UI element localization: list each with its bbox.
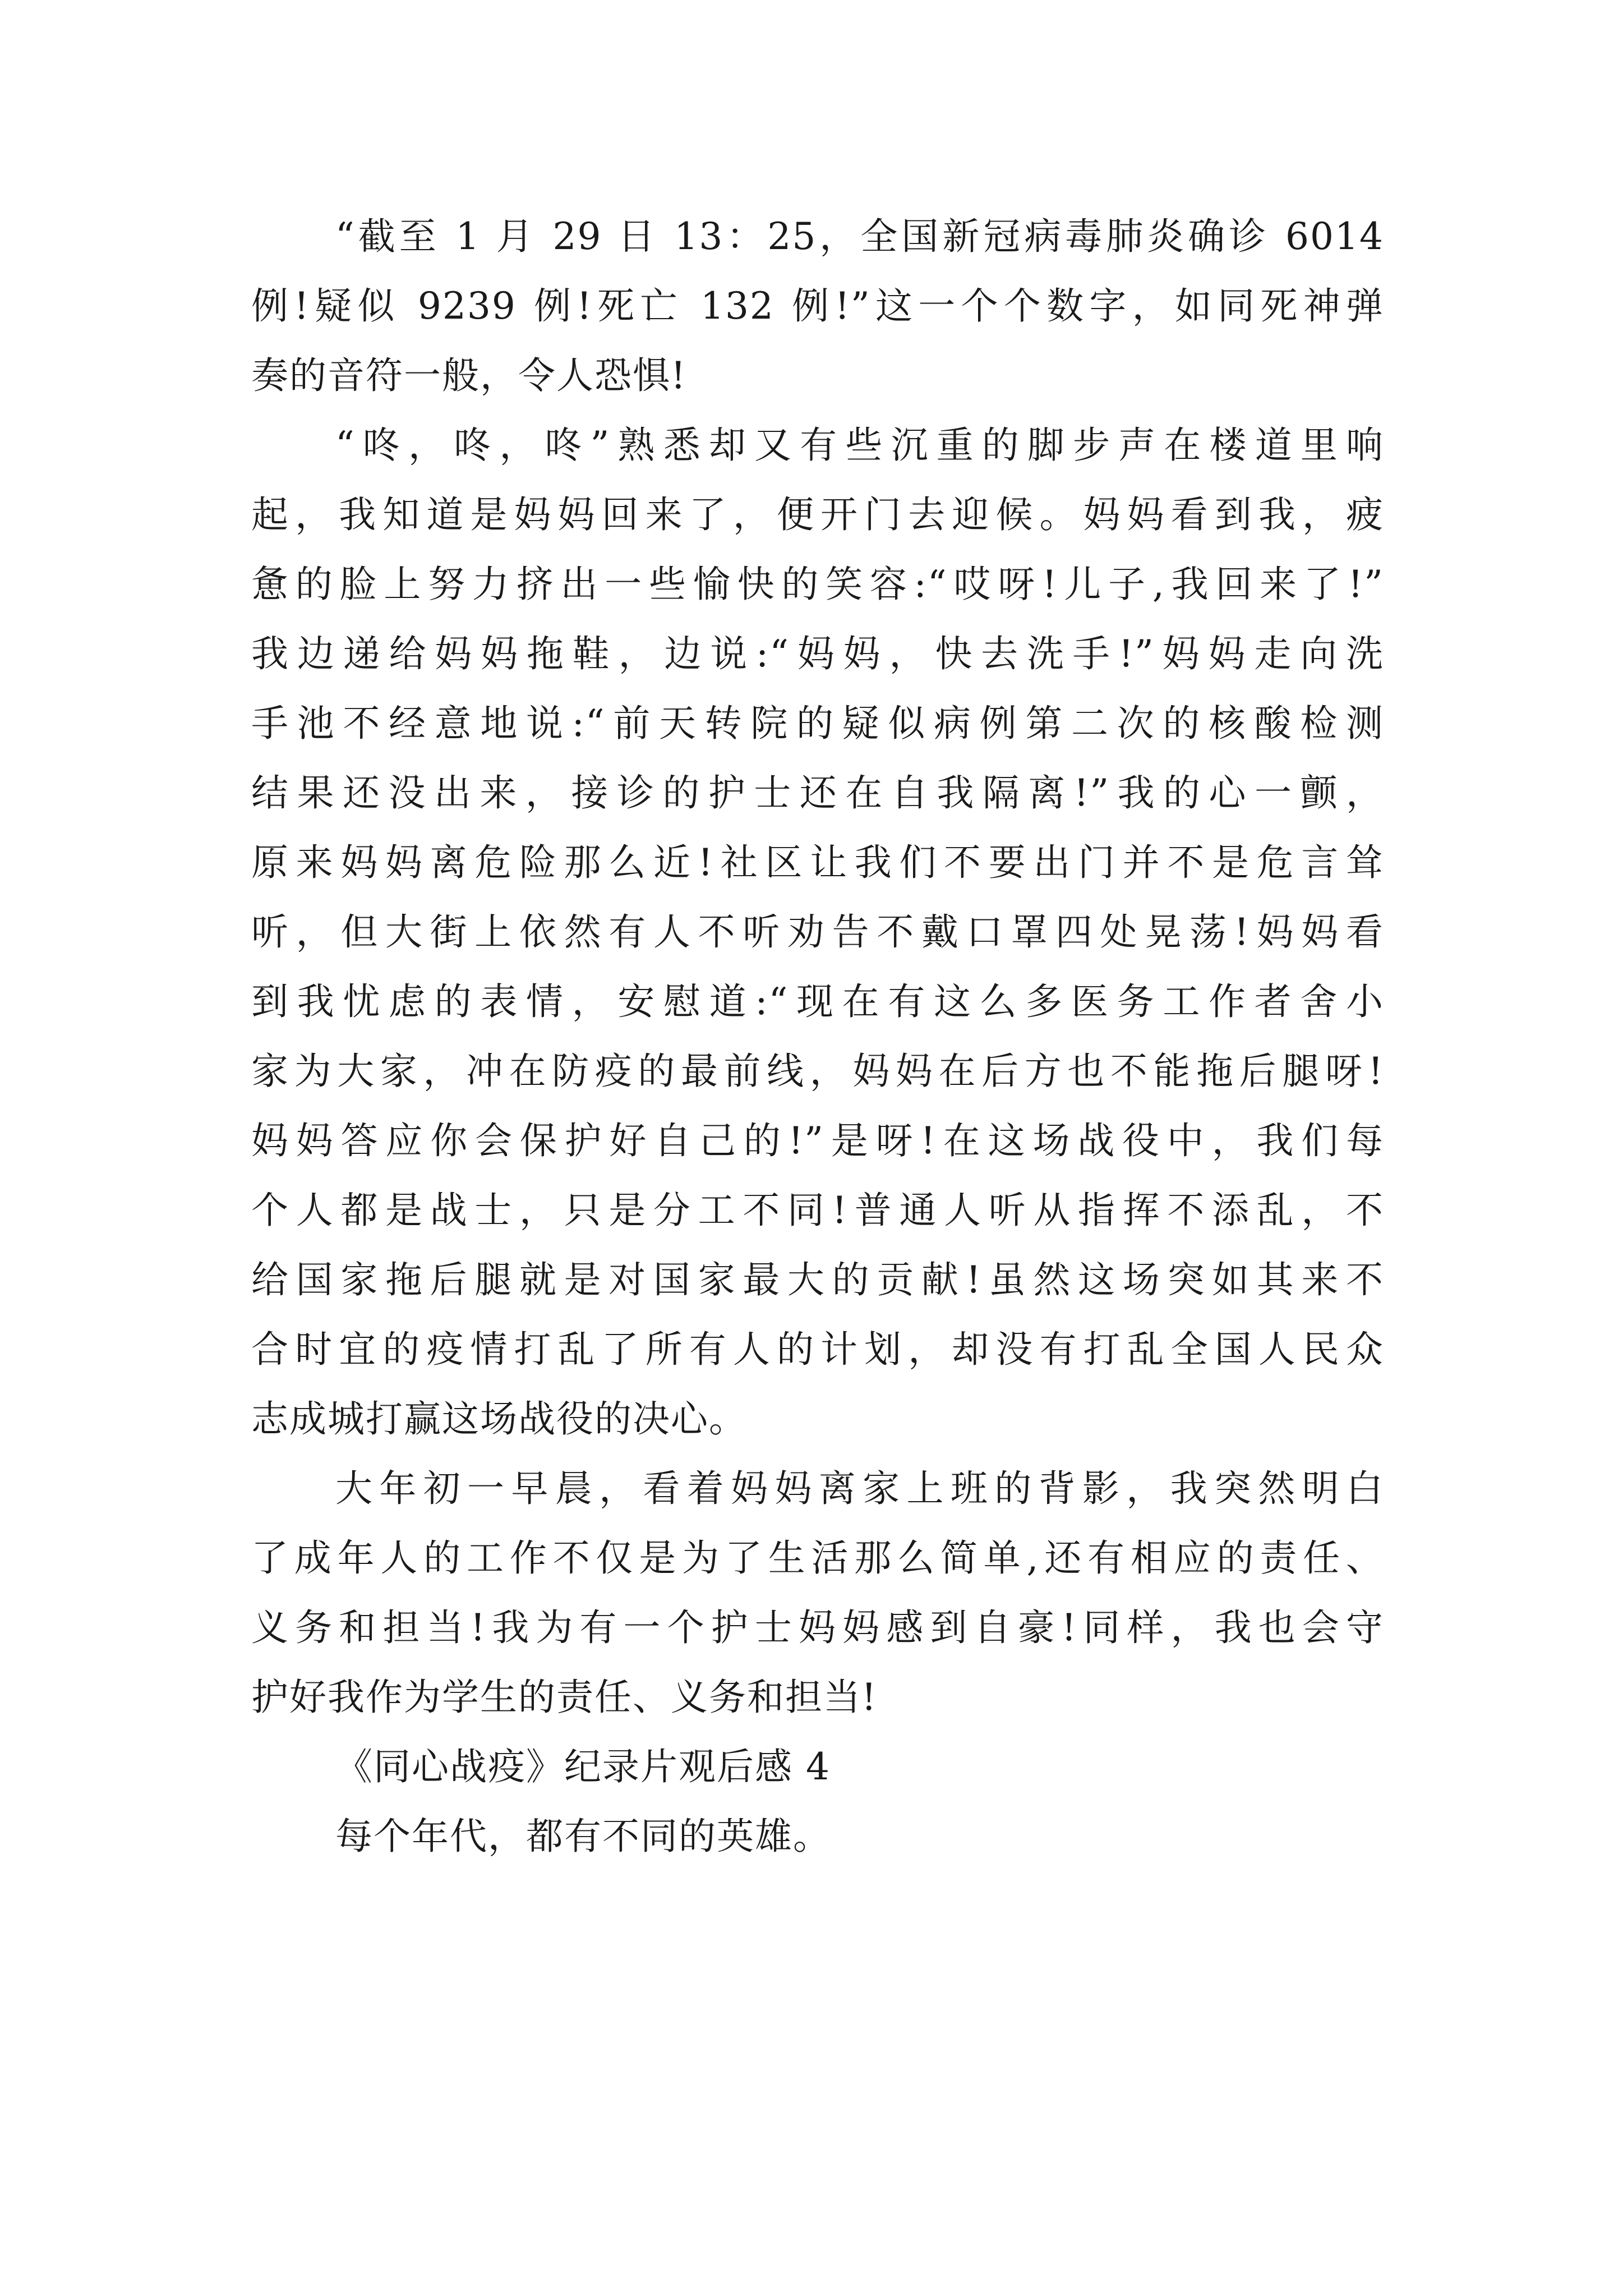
text-line: 起，我知道是妈妈回来了，便开门去迎候。妈妈看到我，疲 <box>251 493 1384 536</box>
text-line: 《同心战疫》纪录片观后感 4 <box>335 1745 831 1788</box>
text-line: 义务和担当!我为有一个护士妈妈感到自豪!同样，我也会守 <box>251 1606 1384 1649</box>
text-line: “截至 1 月 29 日 13：25，全国新冠病毒肺炎确诊 6014 <box>335 215 1384 258</box>
text-line: 每个年代，都有不同的英雄。 <box>335 1815 831 1858</box>
text-line: 手池不经意地说:“前天转院的疑似病例第二次的核酸检测 <box>251 702 1384 745</box>
text-line: 奏的音符一般，令人恐惧! <box>251 354 687 397</box>
text-line: 大年初一早晨，看着妈妈离家上班的背影，我突然明白 <box>335 1467 1384 1510</box>
paragraph <box>251 1454 1384 1732</box>
text-line: 我边递给妈妈拖鞋，边说:“妈妈，快去洗手!”妈妈走向洗 <box>251 632 1384 675</box>
text-line: 给国家拖后腿就是对国家最大的贡献!虽然这场突如其来不 <box>251 1258 1384 1301</box>
text-line: 原来妈妈离危险那么近!社区让我们不要出门并不是危言耸 <box>251 841 1384 884</box>
text-line: 惫的脸上努力挤出一些愉快的笑容:“哎呀!儿子,我回来了!” <box>251 563 1384 606</box>
text-line: 妈妈答应你会保护好自己的!”是呀!在这场战役中，我们每 <box>251 1119 1384 1162</box>
text-line: 例!疑似 9239 例!死亡 132 例!”这一个个数字，如同死神弹 <box>251 284 1384 328</box>
paragraph <box>251 411 1384 1454</box>
text-line: 家为大家，冲在防疫的最前线，妈妈在后方也不能拖后腿呀! <box>251 1050 1384 1093</box>
paragraph <box>251 1802 1384 1871</box>
text-line: 结果还没出来，接诊的护士还在自我隔离!”我的心一颤， <box>251 771 1384 815</box>
section-title <box>251 1732 1384 1802</box>
body-text <box>251 202 1384 1871</box>
text-line: 合时宜的疫情打乱了所有人的计划，却没有打乱全国人民众 <box>251 1328 1384 1371</box>
text-line: 志成城打赢这场战役的决心。 <box>251 1397 747 1441</box>
text-line: “咚，咚，咚”熟悉却又有些沉重的脚步声在楼道里响 <box>335 424 1384 467</box>
text-line: 听，但大街上依然有人不听劝告不戴口罩四处晃荡!妈妈看 <box>251 910 1384 954</box>
text-line: 到我忧虑的表情，安慰道:“现在有这么多医务工作者舍小 <box>251 980 1384 1023</box>
text-line: 护好我作为学生的责任、义务和担当! <box>251 1676 878 1719</box>
text-line: 了成年人的工作不仅是为了生活那么简单,还有相应的责任、 <box>251 1536 1384 1580</box>
paragraph <box>251 202 1384 411</box>
text-line: 个人都是战士，只是分工不同!普通人听从指挥不添乱，不 <box>251 1189 1384 1232</box>
